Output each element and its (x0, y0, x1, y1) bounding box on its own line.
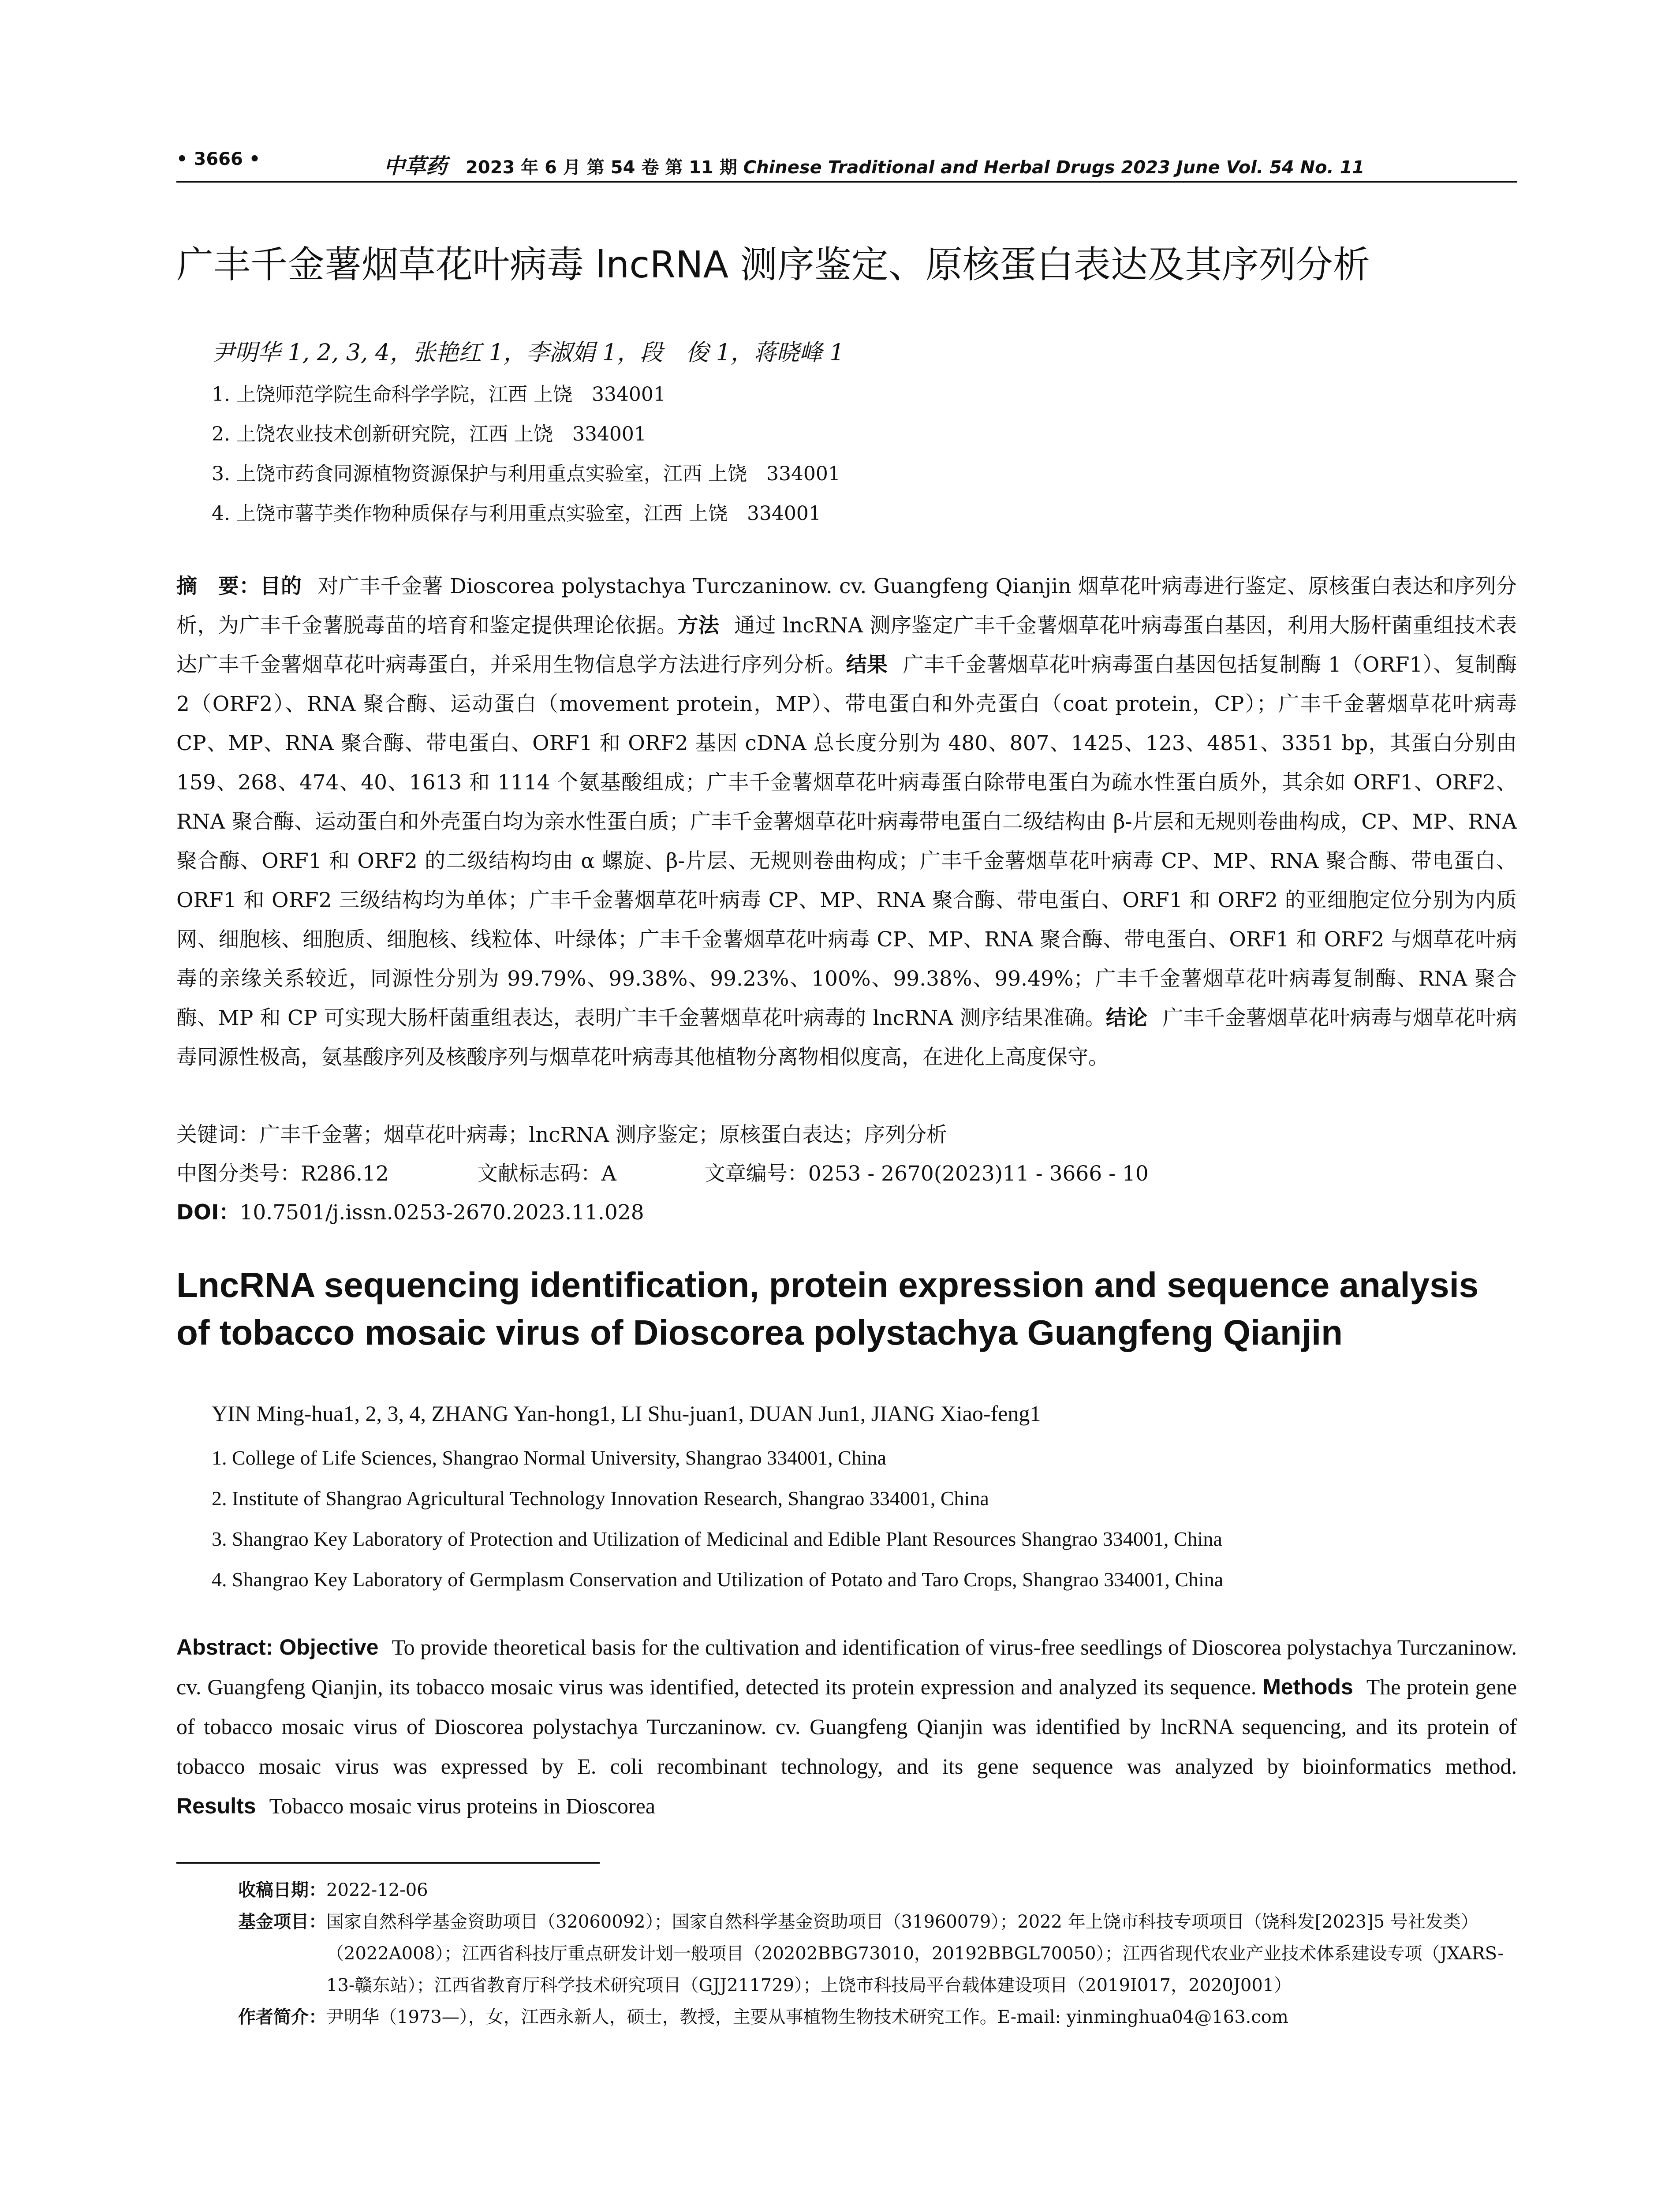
abstract-en-results-label: Results (176, 1794, 256, 1818)
clc-value: R286.12 (301, 1162, 389, 1186)
doi-row (176, 1193, 1517, 1232)
abstract-zh-methods-label: 方法 (677, 613, 720, 638)
abstract-zh (176, 567, 1517, 1077)
footnote-text: 国家自然科学基金资助项目（32060092）；国家自然科学基金资助项目（31960079）；2022 年上饶市科技专项项目（饶科发[2023]5 号社发类）（2022A008）；江西省科技厅重点研发计划一般项目（20202BBG73010，20192BBGL70050）；江西省现代农业产业技术体系建设专项（JXARS-13-赣东站）；江西省教育厅科学技术研究项目（GJJ211729）；上饶市科技局平台载体建设项目（2019I017，2020J001） (326, 1912, 1504, 1996)
abstract-en-objective: To provide theoretical basis for the cultivation and identification of virus-free seedlings of Dioscorea polystachya Turczaninow. cv. Guangfeng Qianjin, its tobacco mosaic virus was identified, detected its protein expression and analyzed its sequence. (176, 1635, 1517, 1699)
authors-en: YIN Ming-hua1, 2, 3, 4, ZHANG Yan-hong1, LI Shu-juan1, DUAN Jun1, JIANG Xiao-feng1 (212, 1401, 1041, 1426)
doi-label: DOI： (176, 1200, 240, 1225)
abstract-zh-objective: 对广丰千金薯 Dioscorea polystachya Turczaninow. cv. Guangfeng Qianjin 烟草花叶病毒进行鉴定、原核蛋白表达和序列分析，为广丰千金薯脱毒苗的培育和鉴定提供理论依据。 (176, 574, 1517, 638)
footnote-author-bio (238, 2001, 1517, 2033)
affiliation-en: 2. Institute of Shangrao Agricultural Technology Innovation Research, Shangrao 334001, China (212, 1487, 989, 1510)
journal-info (384, 149, 1364, 179)
journal-en: Chinese Traditional and Herbal Drugs 2023 June Vol. 54 No. 11 (743, 157, 1365, 178)
abstract-en-label: Abstract: Objective (176, 1635, 379, 1659)
footnote-text: 2022-12-06 (326, 1880, 428, 1900)
footnote-label: 收稿日期： (238, 1880, 326, 1900)
article-number-label: 文章编号： (704, 1162, 808, 1186)
journal-logo: 中草药 (384, 154, 448, 179)
footnote-received (238, 1874, 1517, 1906)
doc-code-label: 文献标志码： (477, 1162, 601, 1186)
issue-zh: 2023 年 6 月 第 54 卷 第 11 期 (465, 157, 737, 178)
affiliation-zh: 2. 上饶农业技术创新研究院，江西 上饶 334001 (212, 423, 646, 445)
affiliation-en: 4. Shangrao Key Laboratory of Germplasm Conservation and Utilization of Potato and Taro Crops, Shangrao 334001, China (212, 1568, 1224, 1591)
affiliations-en (212, 1438, 1552, 1600)
running-header (176, 146, 1517, 183)
abstract-zh-results-label: 结果 (846, 653, 888, 677)
abstract-zh-results: 广丰千金薯烟草花叶病毒蛋白基因包括复制酶 1（ORF1）、复制酶 2（ORF2）、RNA 聚合酶、运动蛋白（movement protein，MP）、带电蛋白和外壳蛋白（coat protein，CP）；广丰千金薯烟草花叶病毒 CP、MP、RNA 聚合酶、带电蛋白、ORF1 和 ORF2 基因 cDNA 总长度分别为 480、807、1425、123、4851、3351 bp，其蛋白分别由 159、268、474、40、1613 和 1114 个氨基酸组成；广丰千金薯烟草花叶病毒蛋白除带电蛋白为疏水性蛋白质外，其余如 ORF1、ORF2、RNA 聚合酶、运动蛋白和外壳蛋白均为亲水性蛋白质；广丰千金薯烟草花叶病毒带电蛋白二级结构由 β-片层和无规则卷曲构成，CP、MP、RNA 聚合酶、ORF1 和 ORF2 的二级结构均由 α 螺旋、β-片层、无规则卷曲构成；广丰千金薯烟草花叶病毒 CP、MP、RNA 聚合酶、带电蛋白、ORF1 和 ORF2 三级结构均为单体；广丰千金薯烟草花叶病毒 CP、MP、RNA 聚合酶、带电蛋白、ORF1 和 ORF2 的亚细胞定位分别为内质网、细胞核、细胞质、细胞核、线粒体、叶绿体；广丰千金薯烟草花叶病毒 CP、MP、RNA 聚合酶、带电蛋白、ORF1 和 ORF2 与烟草花叶病毒的亲缘关系较近，同源性分别为 99.79%、99.38%、99.23%、100%、99.38%、99.49%；广丰千金薯烟草花叶病毒复制酶、RNA 聚合酶、MP 和 CP 可实现大肠杆菌重组表达，表明广丰千金薯烟草花叶病毒的 lncRNA 测序结果准确。 (176, 653, 1517, 1030)
footnote-label: 基金项目： (238, 1912, 326, 1932)
abstract-en-results: Tobacco mosaic virus proteins in Dioscorea (269, 1794, 656, 1818)
clc-label: 中图分类号： (176, 1162, 301, 1186)
affiliation-zh: 4. 上饶市薯芋类作物种质保存与利用重点实验室，江西 上饶 334001 (212, 502, 821, 525)
authors-zh: 尹明华 1, 2, 3, 4，张艳红 1，李淑娟 1，段 俊 1，蒋晓峰 1 (212, 340, 844, 366)
keywords-zh (176, 1116, 1517, 1155)
article-number-value: 0253 - 2670(2023)11 - 3666 - 10 (808, 1162, 1149, 1186)
affiliations-zh (212, 375, 1552, 534)
abstract-en-methods-label: Methods (1262, 1674, 1353, 1699)
footnotes (238, 1874, 1517, 2033)
abstract-en (176, 1627, 1517, 1826)
footnote-label: 作者简介： (238, 2007, 326, 2027)
abstract-zh-conclusion: 广丰千金薯烟草花叶病毒与烟草花叶病毒同源性极高，氨基酸序列及核酸序列与烟草花叶病毒其他植物分离物相似度高，在进化上高度保守。 (176, 1006, 1517, 1069)
affiliation-en: 3. Shangrao Key Laboratory of Protection and Utilization of Medicinal and Edible Plant Resources Shangrao 334001, China (212, 1528, 1222, 1550)
classification-row (176, 1155, 1517, 1193)
affiliation-zh: 1. 上饶师范学院生命科学学院，江西 上饶 334001 (212, 383, 666, 406)
footnote-text: 尹明华（1973—），女，江西永新人，硕士，教授，主要从事植物生物技术研究工作。E-mail: yinminghua04@163.com (326, 2007, 1288, 2027)
title-zh: 广丰千金薯烟草花叶病毒 lncRNA 测序鉴定、原核蛋白表达及其序列分析 (176, 243, 1370, 286)
keywords-text: 广丰千金薯；烟草花叶病毒；lncRNA 测序鉴定；原核蛋白表达；序列分析 (259, 1123, 948, 1147)
page-number: • 3666 • (176, 149, 261, 169)
affiliation-zh: 3. 上饶市药食同源植物资源保护与利用重点实验室，江西 上饶 334001 (212, 463, 840, 485)
doi-value: 10.7501/j.issn.0253-2670.2023.11.028 (239, 1200, 644, 1225)
footnote-funding (238, 1906, 1517, 2001)
abstract-en-methods: The protein gene of tobacco mosaic virus of Dioscorea polystachya Turczaninow. cv. Guangfeng Qianjin was identified by lncRNA sequencing, and its protein of tobacco mosaic virus was expressed by E. coli recombinant technology, and its gene sequence was analyzed by bioinformatics method. (176, 1674, 1517, 1779)
doc-code-value: A (601, 1162, 616, 1186)
footnote-divider (176, 1862, 600, 1864)
abstract-zh-methods: 通过 lncRNA 测序鉴定广丰千金薯烟草花叶病毒蛋白基因，利用大肠杆菌重组技术表达广丰千金薯烟草花叶病毒蛋白，并采用生物信息学方法进行序列分析。 (176, 613, 1517, 677)
abstract-zh-conclusion-label: 结论 (1105, 1006, 1148, 1030)
keywords-label: 关键词： (176, 1123, 259, 1147)
abstract-zh-label: 摘 要：目的 (176, 574, 302, 598)
title-en: LncRNA sequencing identification, protein expression and sequence analysis of tobacco mosaic virus of Dioscorea polystachya Guangfeng Qianjin (176, 1265, 1479, 1352)
affiliation-en: 1. College of Life Sciences, Shangrao Normal University, Shangrao 334001, China (212, 1446, 887, 1469)
metadata-block (176, 1116, 1517, 1232)
